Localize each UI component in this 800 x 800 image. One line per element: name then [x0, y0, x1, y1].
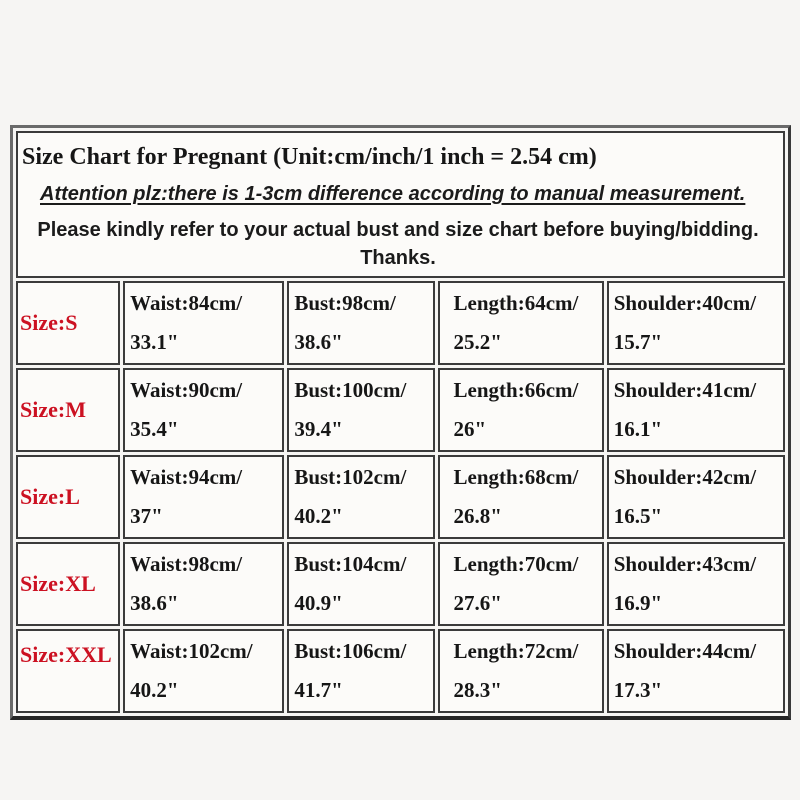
bust-cell: [287, 368, 434, 452]
size-label: Size:M: [16, 368, 120, 452]
bust-inch: 40.2": [294, 504, 343, 528]
bust-cm: Bust:106cm/: [294, 639, 407, 663]
shoulder-inch: 16.5": [613, 504, 663, 528]
waist-cm: Waist:90cm/: [130, 378, 243, 402]
length-cm: Length:72cm/: [453, 639, 579, 663]
table-row-size-m: [16, 368, 785, 452]
note-line-2: Thanks.: [360, 247, 436, 269]
bust-cm: Bust:100cm/: [294, 378, 407, 402]
length-cell: [438, 542, 604, 626]
length-inch: 28.3": [453, 678, 502, 702]
waist-inch: 33.1": [130, 330, 179, 354]
waist-cm: Waist:84cm/: [130, 291, 243, 315]
waist-inch: 35.4": [130, 417, 179, 441]
length-cm: Length:68cm/: [453, 465, 579, 489]
size-label: Size:XXL: [16, 629, 120, 713]
length-inch: 27.6": [453, 591, 502, 615]
shoulder-cm: Shoulder:40cm/: [613, 291, 757, 315]
shoulder-inch: 16.9": [613, 591, 663, 615]
page-title: Size Chart for Pregnant (Unit:cm/inch/1 inch = 2.54 cm): [22, 144, 597, 170]
table-row-size-l: [16, 455, 785, 539]
shoulder-inch: 17.3": [613, 678, 663, 702]
attention-note: Attention plz:there is 1-3cm difference according to manual measurement.: [40, 183, 746, 205]
bust-cm: Bust:98cm/: [294, 291, 396, 315]
waist-cm: Waist:98cm/: [130, 552, 243, 576]
size-label: Size:S: [16, 281, 120, 365]
header-cell: [16, 131, 785, 278]
length-inch: 25.2": [453, 330, 502, 354]
table-row-size-s: [16, 281, 785, 365]
shoulder-cm: Shoulder:44cm/: [613, 639, 757, 663]
shoulder-cell: [607, 281, 785, 365]
waist-cell: [123, 368, 284, 452]
size-chart-table: [10, 125, 791, 720]
size-label: Size:L: [16, 455, 120, 539]
length-inch: 26": [453, 417, 487, 441]
bust-cell: [287, 281, 434, 365]
bust-inch: 40.9": [294, 591, 343, 615]
length-inch: 26.8": [453, 504, 502, 528]
waist-cell: [123, 281, 284, 365]
shoulder-cm: Shoulder:41cm/: [613, 378, 757, 402]
waist-inch: 40.2": [130, 678, 179, 702]
header-row: [16, 131, 785, 278]
bust-cm: Bust:102cm/: [294, 465, 407, 489]
length-cm: Length:66cm/: [453, 378, 579, 402]
shoulder-cell: [607, 629, 785, 713]
length-cm: Length:64cm/: [453, 291, 579, 315]
shoulder-cell: [607, 542, 785, 626]
waist-cm: Waist:94cm/: [130, 465, 243, 489]
bust-cm: Bust:104cm/: [294, 552, 407, 576]
bust-cell: [287, 455, 434, 539]
waist-cell: [123, 629, 284, 713]
waist-cm: Waist:102cm/: [130, 639, 253, 663]
table-row-size-xxl: [16, 629, 785, 713]
waist-inch: 37": [130, 504, 163, 528]
length-cell: [438, 368, 604, 452]
shoulder-inch: 15.7": [613, 330, 663, 354]
bust-inch: 39.4": [294, 417, 343, 441]
bust-inch: 38.6": [294, 330, 343, 354]
length-cm: Length:70cm/: [453, 552, 579, 576]
length-cell: [438, 455, 604, 539]
shoulder-cm: Shoulder:42cm/: [613, 465, 757, 489]
waist-cell: [123, 455, 284, 539]
note-line-1: Please kindly refer to your actual bust and size chart before buying/bidding.: [37, 219, 759, 241]
table-row-size-xl: [16, 542, 785, 626]
waist-cell: [123, 542, 284, 626]
bust-cell: [287, 629, 434, 713]
shoulder-cell: [607, 455, 785, 539]
length-cell: [438, 281, 604, 365]
shoulder-cell: [607, 368, 785, 452]
shoulder-inch: 16.1": [613, 417, 663, 441]
shoulder-cm: Shoulder:43cm/: [613, 552, 757, 576]
size-label: Size:XL: [16, 542, 120, 626]
length-cell: [438, 629, 604, 713]
waist-inch: 38.6": [130, 591, 179, 615]
bust-inch: 41.7": [294, 678, 343, 702]
bust-cell: [287, 542, 434, 626]
